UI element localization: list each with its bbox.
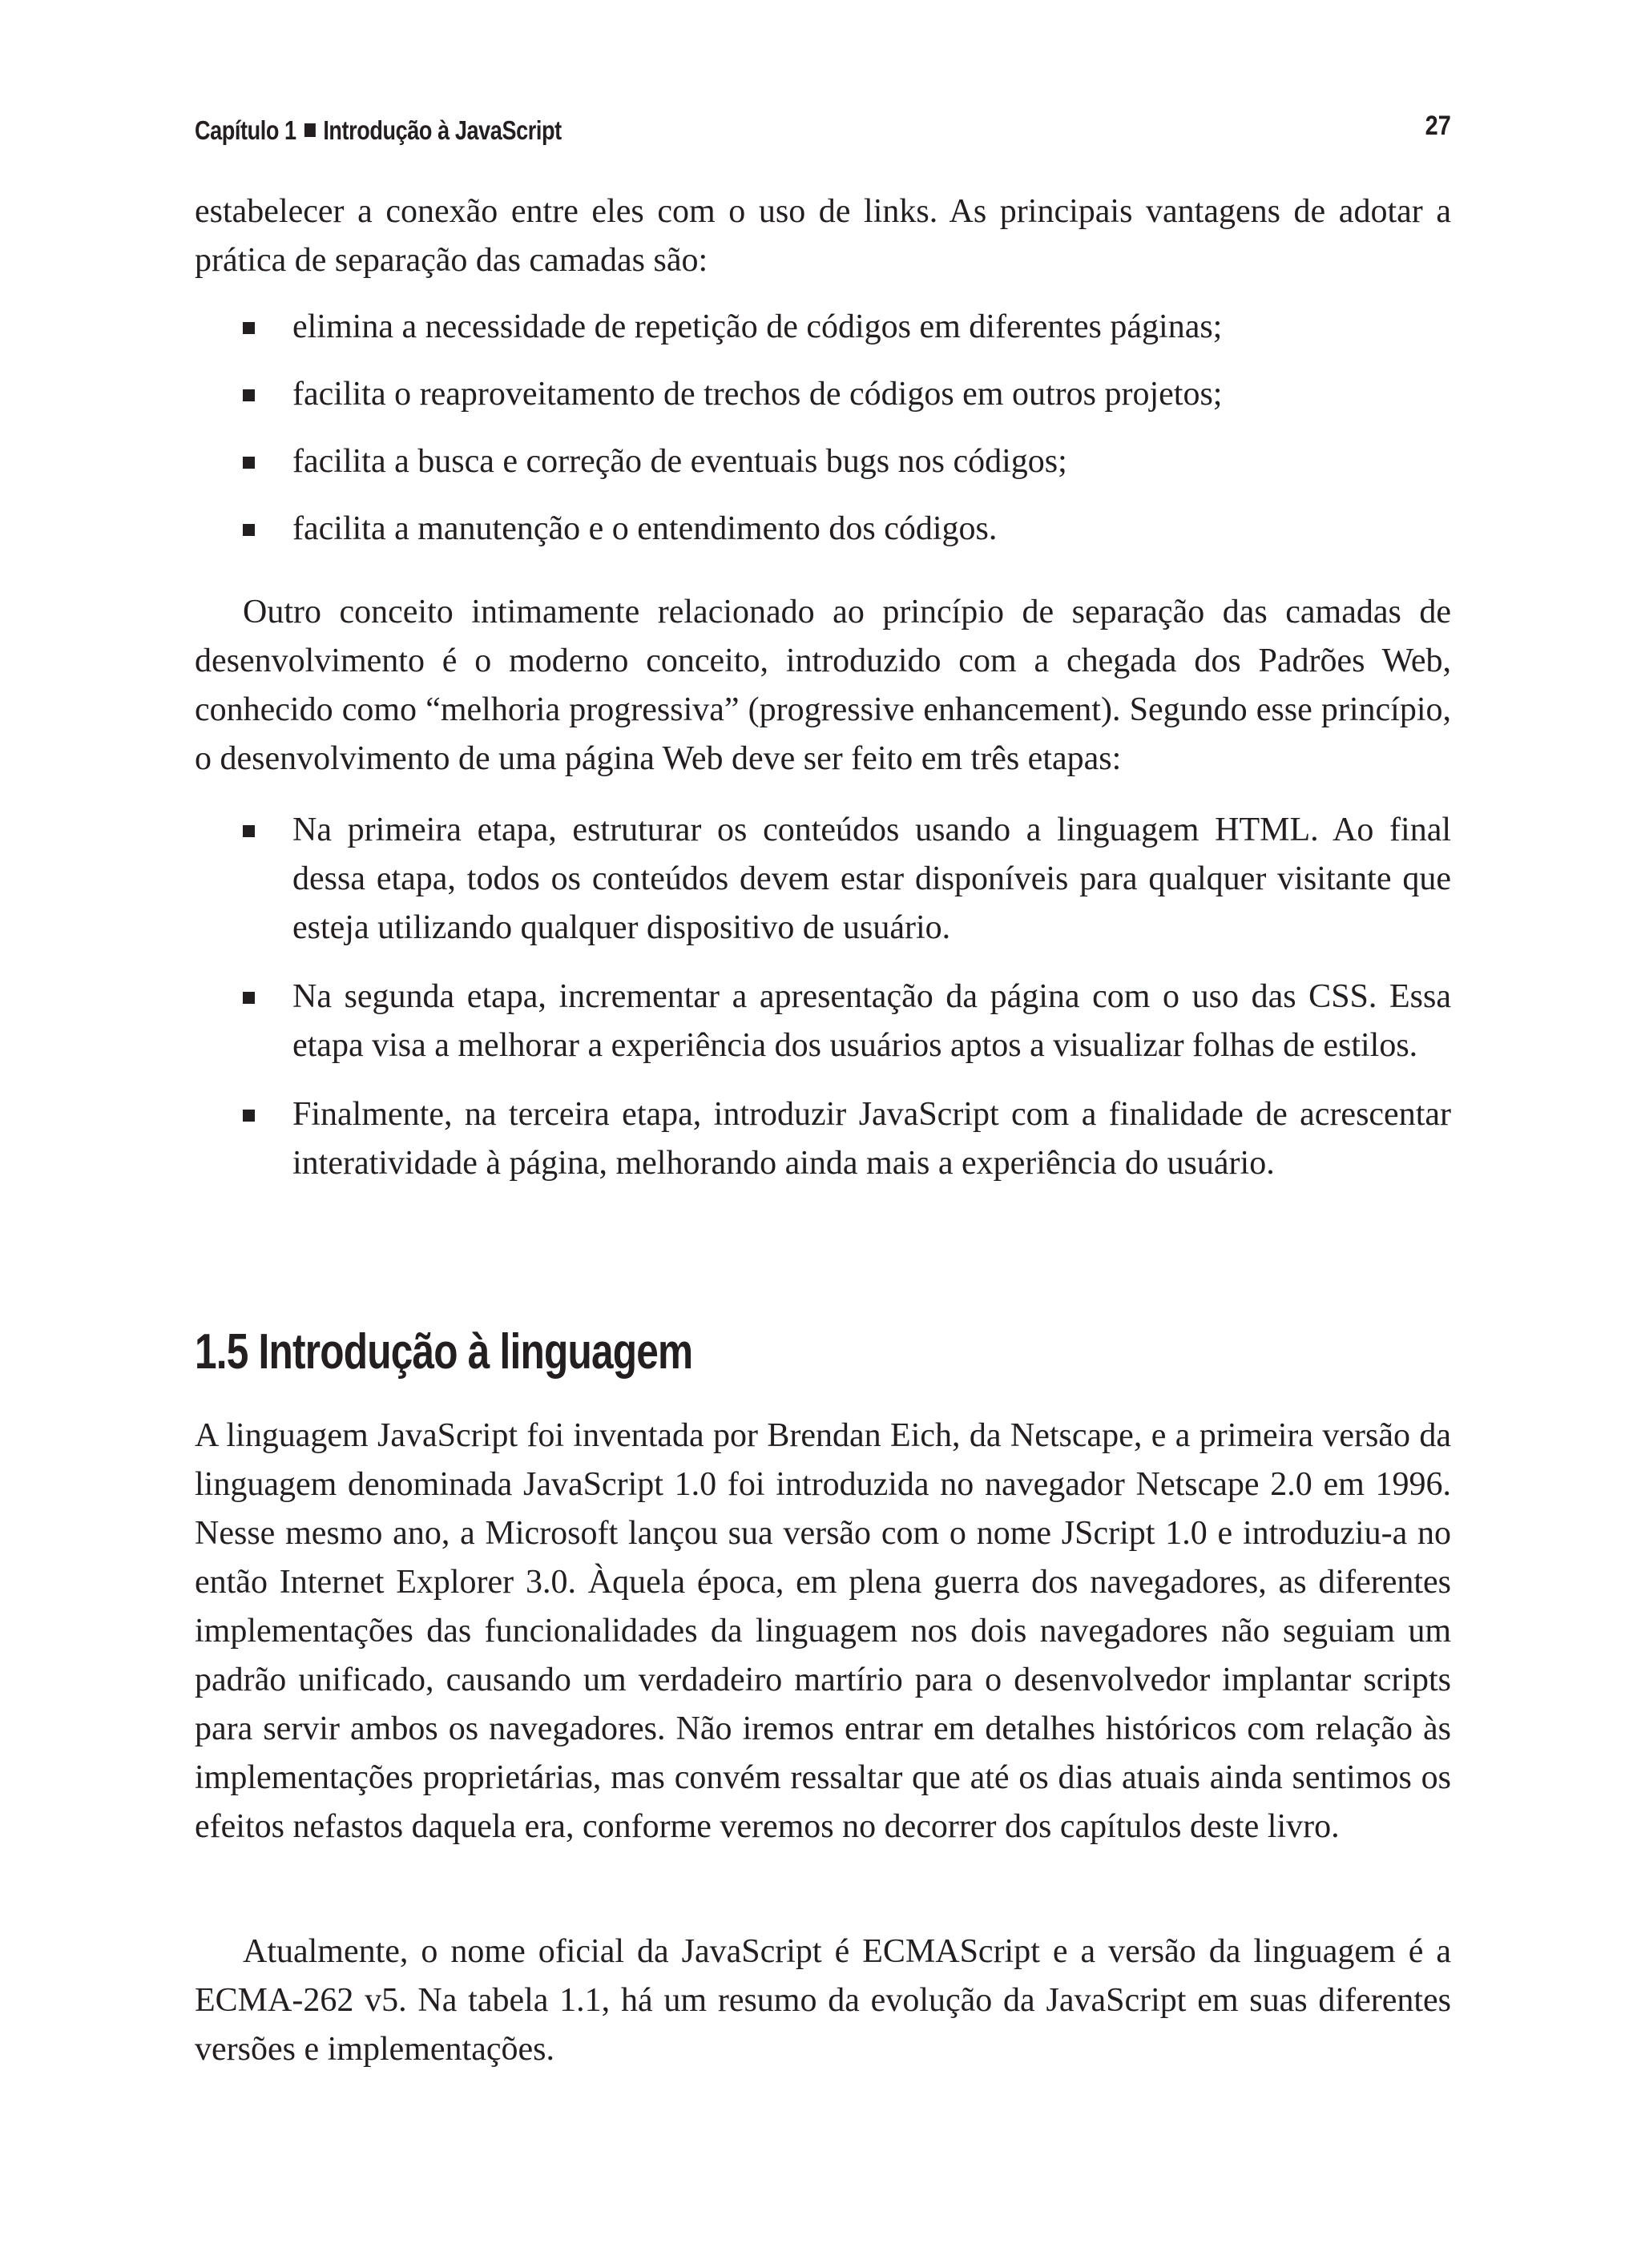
list-item-text: facilita a manutenção e o entendimento dos códigos. (292, 510, 998, 547)
paragraph-current-version: Atualmente, o nome oficial da JavaScript é ECMAScript e a versão da linguagem é a ECMA-262 v5. Na tabela 1.1, há um resumo da evolução da JavaScript em suas diferentes versões e implementações. (195, 1933, 1451, 2068)
square-bullet-icon (243, 524, 255, 536)
list-item (195, 370, 1451, 419)
running-head (195, 111, 1451, 151)
list-item-text: facilita o reaproveitamento de trechos de códigos em outros projetos; (292, 376, 1223, 413)
square-bullet-icon (243, 457, 255, 469)
section-heading: 1.5 Introdução à linguagem (195, 1324, 693, 1380)
advantages-list (195, 303, 1451, 554)
list-item-text: elimina a necessidade de repetição de códigos em diferentes páginas; (292, 308, 1223, 345)
list-item (195, 806, 1451, 953)
list-item-text: Na segunda etapa, incrementar a apresentação da página com o uso das CSS. Essa etapa visa a melhorar a experiência dos usuários aptos a visualizar folhas de estilos. (292, 978, 1451, 1064)
paragraph-intro: estabelecer a conexão entre eles com o uso de links. As principais vantagens de adotar a prática de separação das camadas são: (195, 193, 1451, 279)
square-separator-icon (304, 123, 316, 137)
square-bullet-icon (243, 825, 255, 837)
square-bullet-icon (243, 1110, 255, 1122)
page-number: 27 (1425, 111, 1451, 141)
list-item-text: Na primeira etapa, estruturar os conteúdos usando a linguagem HTML. Ao final dessa etapa, todos os conteúdos devem estar disponíveis para qualquer visitante que esteja utilizando qualquer dispositivo de usuário. (292, 812, 1451, 946)
list-item (195, 505, 1451, 554)
square-bullet-icon (243, 389, 255, 401)
paragraph-history: A linguagem JavaScript foi inventada por Brendan Eich, da Netscape, e a primeira versão da linguagem denominada JavaScript 1.0 foi introduzida no navegador Netscape 2.0 em 1996. Nesse mesmo ano, a Microsoft lançou sua versão com o nome JScript 1.0 e introduziu-a no então Internet Explorer 3.0. Àquela época, em plena guerra dos navegadores, as diferentes implementações das funcionalidades da linguagem nos dois navegadores não seguiam um padrão unificado, causando um verdadeiro martírio para o desenvolvedor implantar scripts para servir ambos os navegadores. Não iremos entrar em detalhes históricos com relação às implementações proprietárias, mas convém ressaltar que até os dias atuais ainda sentimos os efeitos nefastos daquela era, conforme veremos no decorrer dos capítulos deste livro. (195, 1417, 1451, 1845)
paragraph-progressive-enhancement: Outro conceito intimamente relacionado ao princípio de separação das camadas de desenvolvimento é o moderno conceito, introduzido com a chegada dos Padrões Web, conhecido como “melhoria progressiva” (progressive enhancement). Segundo esse princípio, o desenvolvimento de uma página Web deve ser feito em três etapas: (195, 594, 1451, 777)
list-item (195, 303, 1451, 352)
running-head-chapter (195, 115, 562, 146)
square-bullet-icon (243, 322, 255, 334)
list-item-text: Finalmente, na terceira etapa, introduzir JavaScript com a finalidade de acrescentar interatividade à página, melhorando ainda mais a experiência do usuário. (292, 1096, 1451, 1182)
list-item (195, 1090, 1451, 1188)
list-item (195, 437, 1451, 486)
stages-list (195, 806, 1451, 1188)
list-item (195, 973, 1451, 1070)
list-item-text: facilita a busca e correção de eventuais bugs nos códigos; (292, 443, 1067, 480)
chapter-title: Introdução à JavaScript (323, 115, 562, 145)
chapter-label: Capítulo 1 (195, 115, 296, 145)
square-bullet-icon (243, 992, 255, 1004)
